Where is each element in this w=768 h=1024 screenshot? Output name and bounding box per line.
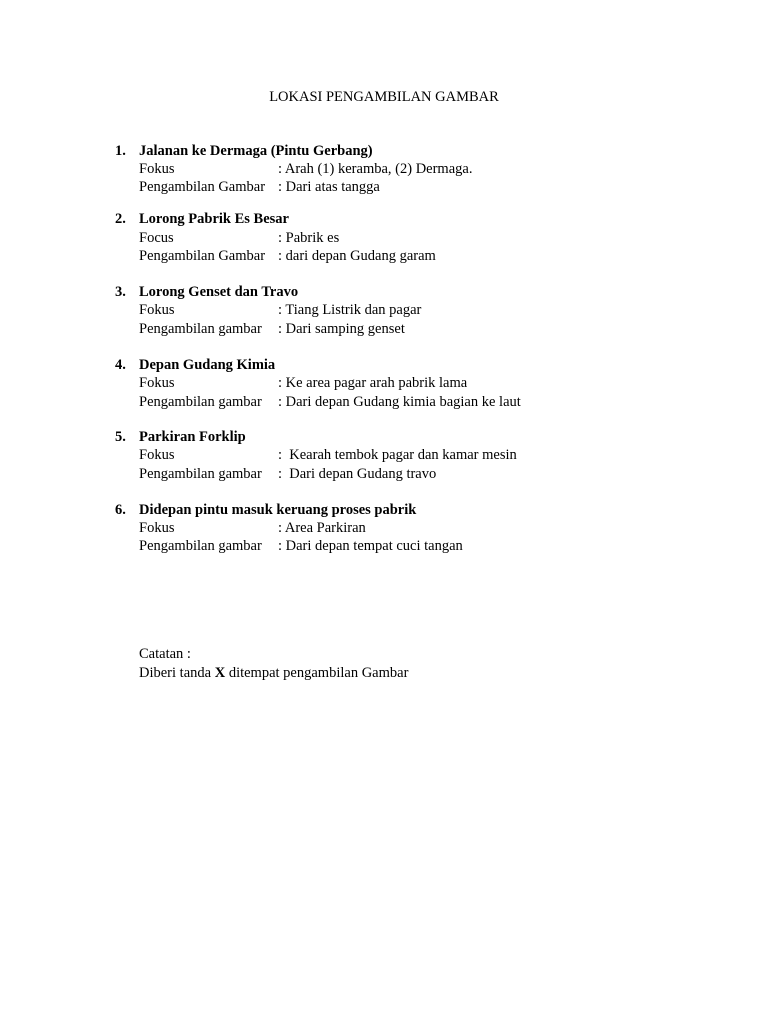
shot-value: : Dari depan Gudang kimia bagian ke laut [278, 394, 521, 410]
focus-label: Fokus [139, 375, 175, 391]
shot-label: Pengambilan gambar [139, 321, 262, 337]
focus-label: Fokus [139, 302, 175, 318]
shot-label: Pengambilan gambar [139, 394, 262, 410]
note-text-before: Diberi tanda [139, 665, 215, 681]
shot-value: : Dari depan Gudang travo [278, 466, 437, 482]
item-heading: Didepan pintu masuk keruang proses pabrik [139, 502, 417, 518]
note-text-after: ditempat pengambilan Gambar [225, 665, 409, 681]
shot-value: : dari depan Gudang garam [278, 248, 436, 264]
focus-value: : Arah (1) keramba, (2) Dermaga. [278, 161, 473, 177]
item-heading: Jalanan ke Dermaga (Pintu Gerbang) [139, 143, 373, 159]
item-number: 4. [115, 357, 126, 373]
focus-value: : Ke area pagar arah pabrik lama [278, 375, 468, 391]
note-label: Catatan : [139, 646, 191, 662]
focus-label: Fokus [139, 161, 175, 177]
focus-value: : Pabrik es [278, 230, 340, 246]
item-number: 3. [115, 284, 126, 300]
item-heading: Lorong Pabrik Es Besar [139, 211, 289, 227]
document-title: LOKASI PENGAMBILAN GAMBAR [269, 89, 499, 105]
shot-label: Pengambilan gambar [139, 466, 262, 482]
shot-label: Pengambilan gambar [139, 538, 262, 554]
shot-value: : Dari atas tangga [278, 179, 380, 195]
focus-label: Fokus [139, 520, 175, 536]
focus-label: Focus [139, 230, 174, 246]
shot-value: : Dari depan tempat cuci tangan [278, 538, 463, 554]
shot-label: Pengambilan Gambar [139, 248, 266, 264]
shot-value: : Dari samping genset [278, 321, 405, 337]
item-number: 5. [115, 429, 126, 445]
note-text [139, 664, 408, 682]
item-number: 2. [115, 211, 126, 227]
item-number: 6. [115, 502, 126, 518]
focus-label: Fokus [139, 447, 175, 463]
shot-label: Pengambilan Gambar [139, 179, 266, 195]
focus-value: : Tiang Listrik dan pagar [278, 302, 422, 318]
item-heading: Depan Gudang Kimia [139, 357, 276, 373]
item-heading: Lorong Genset dan Travo [139, 284, 299, 300]
item-number: 1. [115, 143, 126, 159]
focus-value: : Kearah tembok pagar dan kamar mesin [278, 447, 517, 463]
focus-value: : Area Parkiran [278, 520, 366, 536]
note-mark: X [214, 665, 226, 681]
item-heading: Parkiran Forklip [139, 429, 246, 445]
